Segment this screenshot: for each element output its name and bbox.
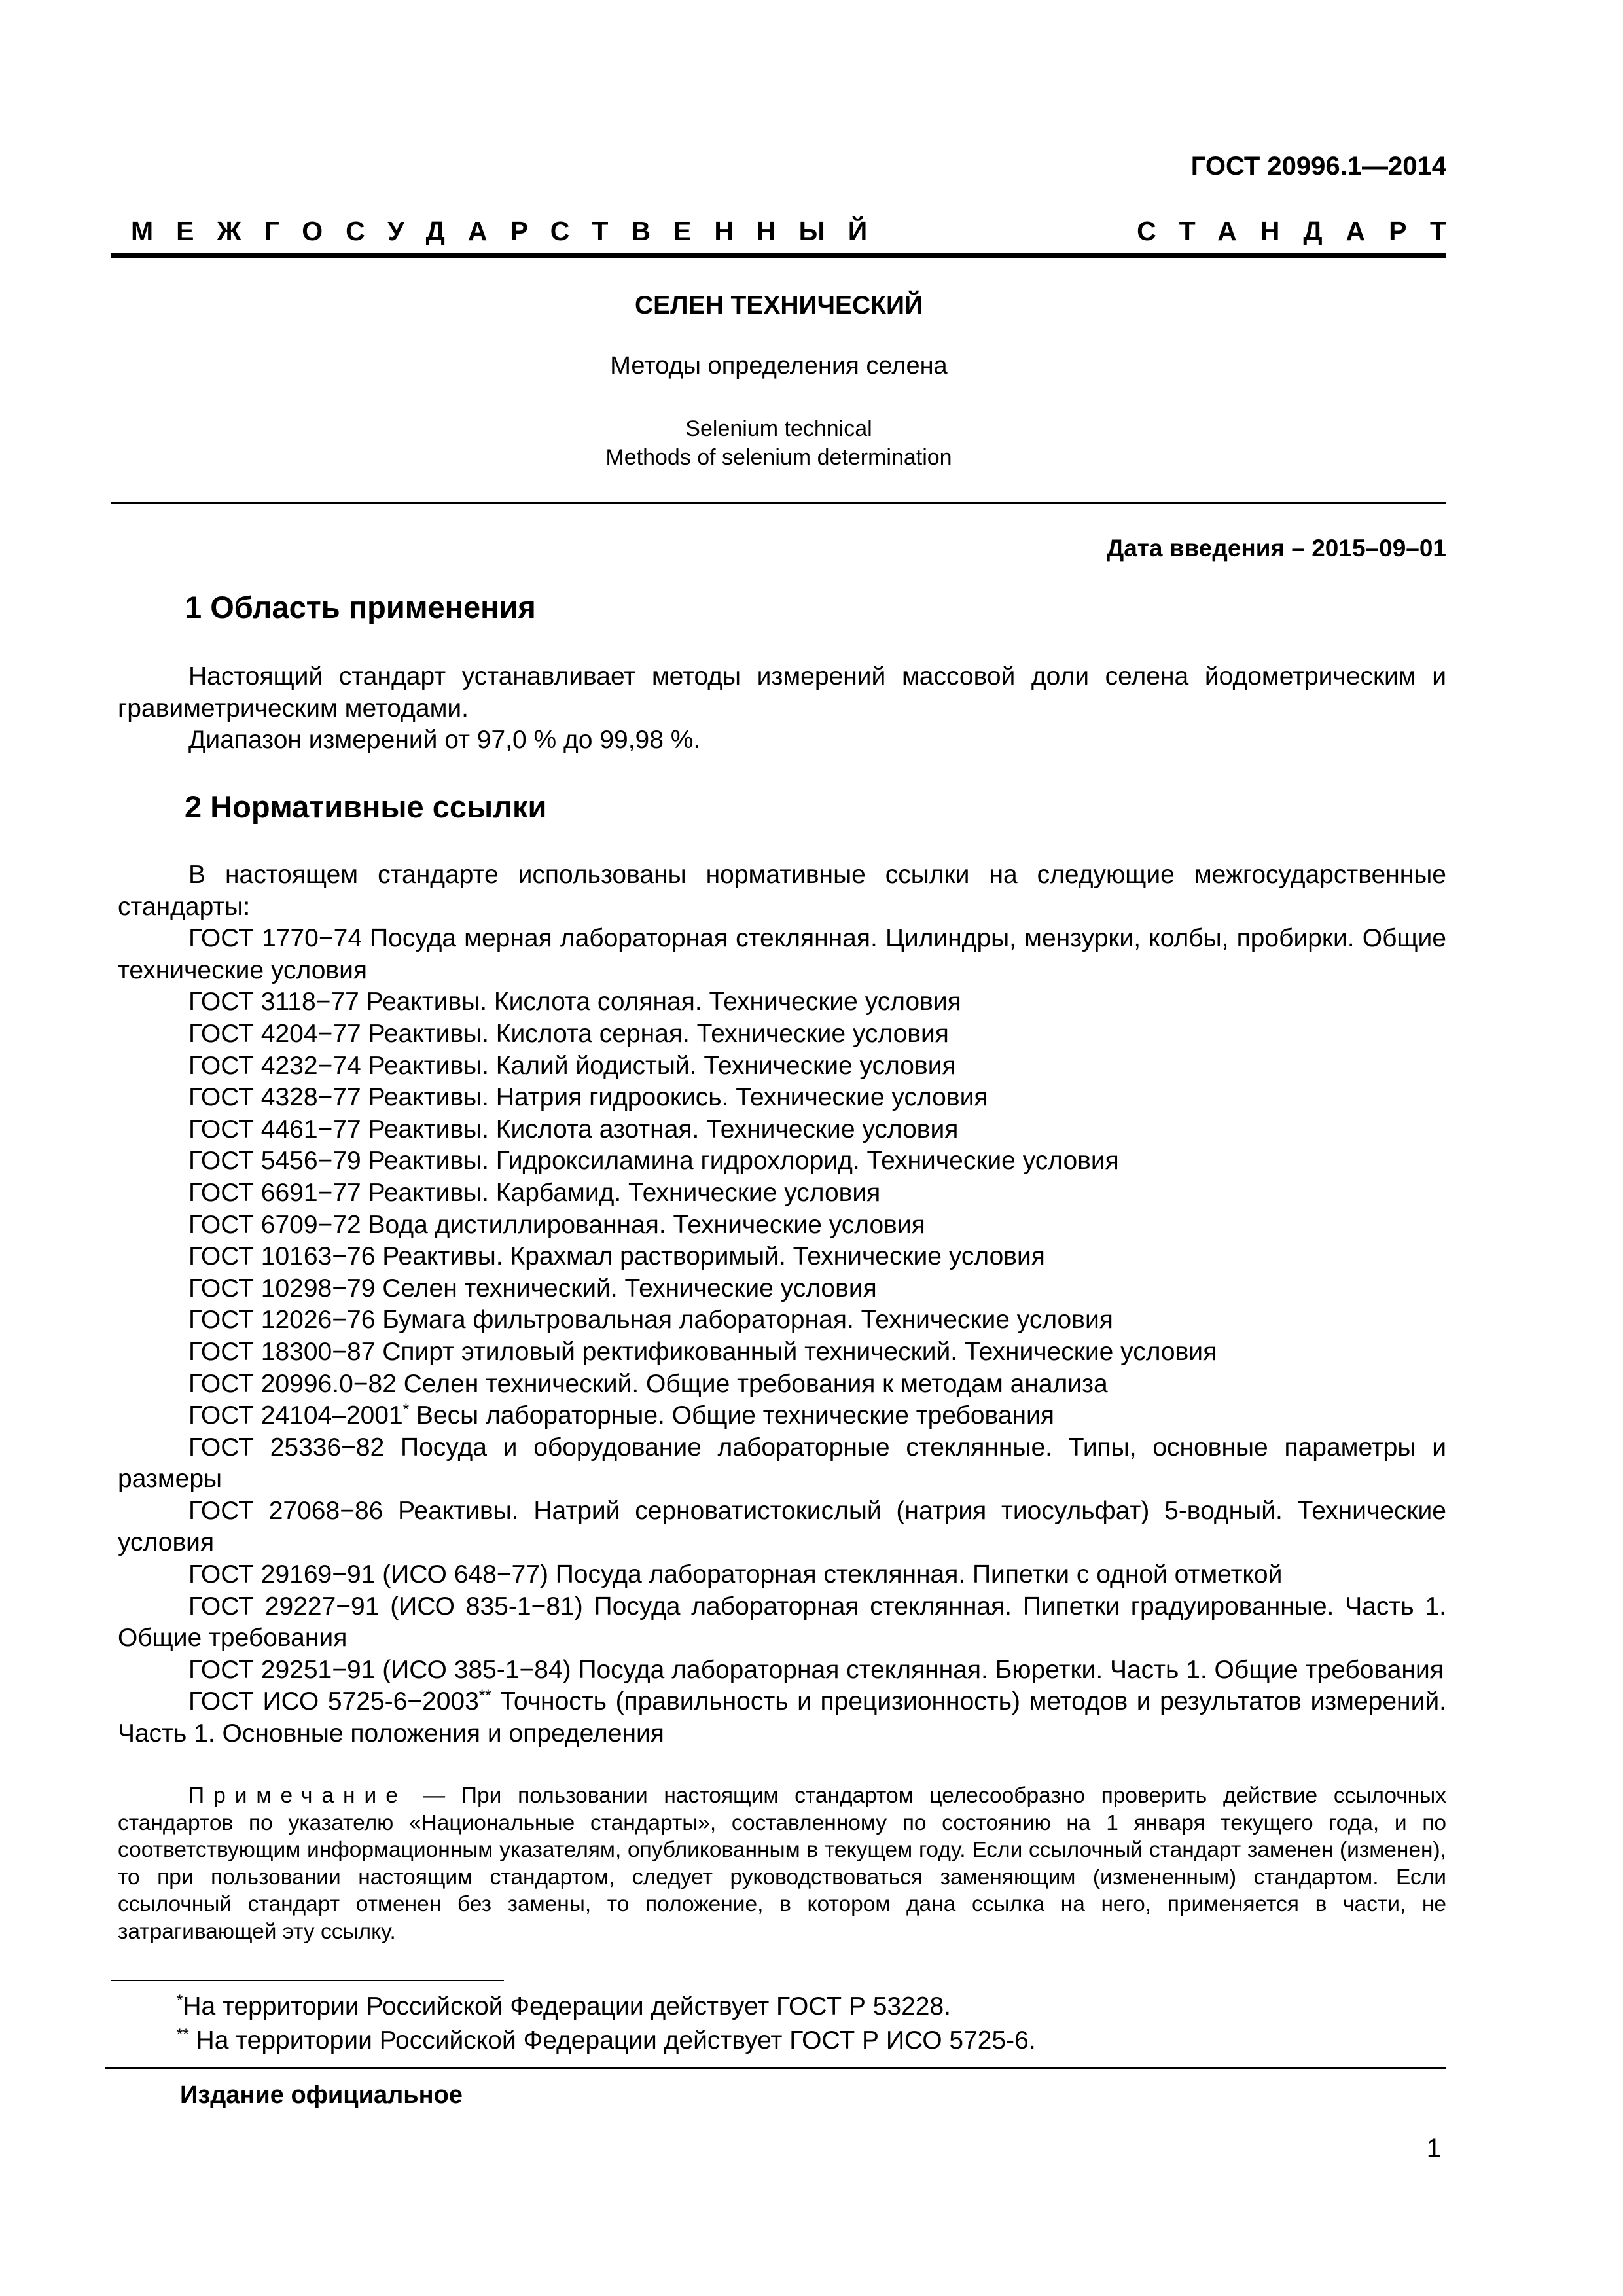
section-2-intro: В настоящем стандарте использованы нормативные ссылки на следующие межгосударственные стандарты: xyxy=(118,861,1446,921)
standard-type-word-1: МЕЖГОСУДАРСТВЕННЫЙ xyxy=(131,216,891,246)
title-rule xyxy=(111,502,1446,504)
footnote xyxy=(177,1990,1036,2024)
note-label: Примечание xyxy=(188,1784,407,1808)
reference-item: ГОСТ 29227−91 (ИСО 835-1−81) Посуда лабораторная стеклянная. Пипетки градуированные. Часть 1. Общие требования xyxy=(118,1592,1446,1653)
section-1-paragraph: Диапазон измерений от 97,0 % до 99,98 %. xyxy=(188,726,701,755)
reference-item: ГОСТ 12026−76 Бумага фильтровальная лабораторная. Технические условия xyxy=(188,1306,1113,1335)
document-subtitle: Методы определения селена xyxy=(610,352,948,380)
footnote-text: На территории Российской Федерации действует ГОСТ Р 53228. xyxy=(183,1992,951,2020)
note-text: — При пользовании настоящим стандартом целесообразно проверить действие ссылочных стандартов по указателю «Национальные стандарты», составленному по состоянию на 1 января текущего года, и по соответствующим информационным указателям, опубликованным в текущем году. Если ссылочный стандарт заменен (изменен), то при пользовании настоящим стандартом, следует руководствоваться заменяющим (измененным) стандартом. Если ссылочный стандарт отменен без замены, то положение, в котором дана ссылка на него, применяется в части, не затрагивающей эту ссылку. xyxy=(118,1784,1446,1944)
footnote-rule xyxy=(111,1980,504,1981)
note-block xyxy=(118,1782,1446,1945)
reference-item: ГОСТ 25336−82 Посуда и оборудование лабораторные стеклянные. Типы, основные параметры и размеры xyxy=(118,1433,1446,1494)
reference-item: ГОСТ 29251−91 (ИСО 385-1−84) Посуда лабораторная стеклянная. Бюретки. Часть 1. Общие требования xyxy=(188,1655,1444,1684)
footnote-mark: ** xyxy=(177,2026,189,2043)
note-paragraph xyxy=(118,1782,1446,1945)
reference-item: ГОСТ 10163−76 Реактивы. Крахмал растворимый. Технические условия xyxy=(188,1242,1045,1271)
footnote-text: На территории Российской Федерации действует ГОСТ Р ИСО 5725-6. xyxy=(188,2026,1036,2054)
reference-item: ГОСТ 5456−79 Реактивы. Гидроксиламина гидрохлорид. Технические условия xyxy=(188,1147,1119,1175)
reference-item: ГОСТ 20996.0−82 Селен технический. Общие требования к методам анализа xyxy=(188,1369,1108,1398)
footnote-mark: * xyxy=(177,1992,183,2009)
footnotes xyxy=(177,1990,1036,2058)
section-1-body xyxy=(118,661,1446,757)
reference-item: ГОСТ 1770−74 Посуда мерная лабораторная стеклянная. Цилиндры, мензурки, колбы, пробирки. Общие технические условия xyxy=(118,924,1446,984)
reference-item-5725 xyxy=(118,1686,1446,1749)
standard-type-word-2: СТАНДАРТ xyxy=(1137,216,1470,246)
reference-item: ГОСТ 4461−77 Реактивы. Кислота азотная. Технические условия xyxy=(188,1115,959,1143)
edition-label: Издание официальное xyxy=(180,2081,463,2109)
reference-item: ГОСТ 3118−77 Реактивы. Кислота соляная. Технические условия xyxy=(188,988,961,1016)
section-1-paragraph: Настоящий стандарт устанавливает методы измерений массовой доли селена йодометрическим и гравиметрическим методами. xyxy=(118,662,1446,723)
header-rule xyxy=(111,253,1446,258)
section-2-body xyxy=(118,859,1446,1750)
document-title: СЕЛЕН ТЕХНИЧЕСКИЙ xyxy=(634,291,923,319)
reference-item-24104 xyxy=(118,1400,1446,1432)
reference-item: ГОСТ 4232−74 Реактивы. Калий йодистый. Технические условия xyxy=(188,1051,956,1080)
reference-item: ГОСТ 4204−77 Реактивы. Кислота серная. Технические условия xyxy=(188,1019,949,1048)
page-number: 1 xyxy=(1426,2134,1441,2162)
footnote-mark: * xyxy=(402,1401,410,1419)
document-number: ГОСТ 20996.1—2014 xyxy=(1190,152,1446,181)
standard-type-heading xyxy=(131,216,1470,247)
reference-code: ГОСТ 24104–2001 xyxy=(188,1401,403,1430)
reference-code: ГОСТ ИСО 5725-6−2003 xyxy=(188,1687,479,1716)
reference-item: ГОСТ 6691−77 Реактивы. Карбамид. Технические условия xyxy=(188,1178,881,1207)
reference-title: Весы лабораторные. Общие технические требования xyxy=(409,1401,1054,1430)
english-subtitle: Methods of selenium determination xyxy=(605,445,952,470)
reference-item: ГОСТ 10298−79 Селен технический. Технические условия xyxy=(188,1274,877,1302)
reference-title: Точность (правильность и прецизионность) методов и результатов измерений. Часть 1. Основные положения и определения xyxy=(118,1687,1447,1748)
english-title-block xyxy=(111,414,1446,472)
reference-item: ГОСТ 29169−91 (ИСО 648−77) Посуда лабораторная стеклянная. Пипетки с одной отметкой xyxy=(188,1560,1283,1589)
section-1-heading: 1 Область применения xyxy=(185,590,536,624)
reference-item: ГОСТ 6709−72 Вода дистиллированная. Технические условия xyxy=(188,1210,925,1239)
reference-item: ГОСТ 18300−87 Спирт этиловый ректификованный технический. Технические условия xyxy=(188,1337,1217,1366)
footer-rule xyxy=(105,2067,1446,2069)
introduction-date: Дата введения – 2015–09–01 xyxy=(1106,535,1446,562)
section-2-heading: 2 Нормативные ссылки xyxy=(185,789,547,824)
reference-item: ГОСТ 4328−77 Реактивы. Натрия гидроокись. Технические условия xyxy=(188,1083,988,1112)
reference-item: ГОСТ 27068−86 Реактивы. Натрий серноватистокислый (натрия тиосульфат) 5-водный. Технические условия xyxy=(118,1496,1446,1557)
footnote xyxy=(177,2024,1036,2058)
english-title: Selenium technical xyxy=(685,416,872,441)
footnote-mark: ** xyxy=(478,1687,491,1705)
